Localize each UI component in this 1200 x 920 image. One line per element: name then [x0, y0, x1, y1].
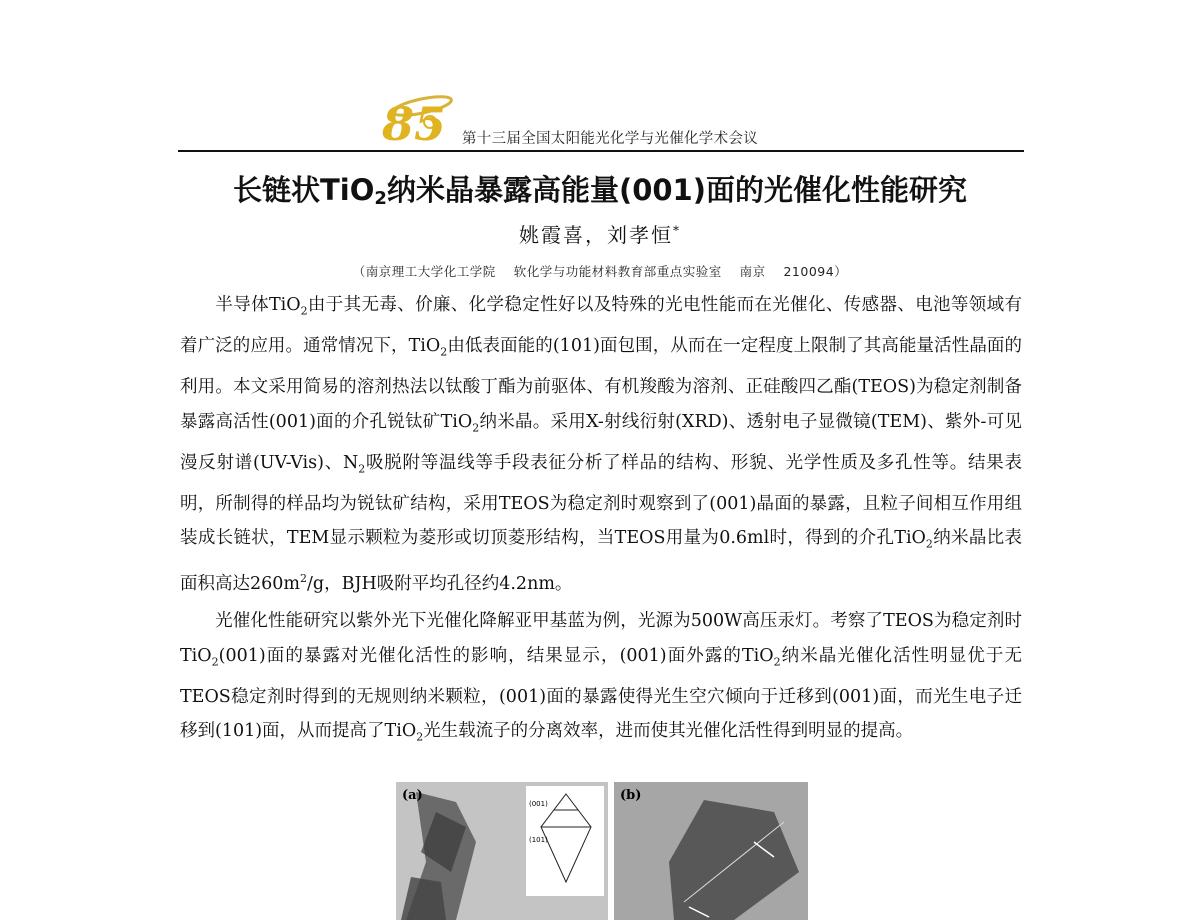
subscript: 2: [773, 655, 781, 668]
paragraph-text: 半导体TiO: [215, 295, 301, 315]
paragraph-text: 光催化性能研究以紫外光下光催化降解亚甲基蓝为例，光源为500W高压汞灯。考察了TEOS为稳定剂时TiO: [180, 611, 1022, 666]
subscript: 2: [416, 730, 424, 744]
paragraph-text: 纳米晶比表面积高达260m: [180, 528, 1022, 594]
authors: 姚霞喜，刘孝恒*: [519, 223, 681, 247]
inset-label-001: (001): [529, 800, 548, 808]
logo-text: 85: [382, 97, 447, 144]
paragraph-text: 由于其无毒、价廉、化学稳定性好以及特殊的光电性能而在光催化、传感器、电池等领域有着广泛的应用。通常情况下，TiO: [180, 295, 1022, 356]
figure-b-graphic: [614, 782, 808, 920]
figure-b-hrtem-image: [614, 782, 808, 920]
paragraph-text: /g，BJH吸附平均孔径约4.2nm。: [307, 573, 573, 594]
figure-a-graphic: [396, 782, 608, 920]
figure-b-label: (b): [620, 788, 642, 803]
paper-title: 长链状TiO$_2$纳米晶暴露高能量(001)面的光催化性能研究: [233, 173, 967, 209]
header-rule: [178, 150, 1024, 152]
subscript: 2: [211, 655, 219, 668]
paragraph-text: 吸脱附等温线等手段表征分析了样品的结构、形貌、光学性质及多孔性等。结果表明，所制得的样品均为锐钛矿结构，采用TEOS为稳定剂时观察到了(001)晶面的暴露，且粒子间相互作用组装成长链状，TEM显示颗粒为菱形或切顶菱形结构，当TEOS用量为0.6ml时，得到的介孔TiO: [180, 452, 1023, 548]
conference-logo: [378, 88, 458, 144]
figure-a-tem-image: [396, 782, 608, 920]
paragraph-2: [180, 604, 1022, 755]
superscript: 2: [300, 572, 307, 585]
subscript: 2: [472, 421, 480, 434]
paragraph-text: 光生载流子的分离效率，进而使其光催化活性得到明显的提高。: [423, 721, 914, 741]
paragraph-text: 纳米晶。采用X-射线衍射(XRD)、透射电子显微镜(TEM)、紫外-可见漫反射谱(UV-Vis)、N: [180, 411, 1022, 473]
paragraph-1: [180, 288, 1022, 601]
paragraph-text: (001)面的暴露对光催化活性的影响，结果显示，(001)面外露的TiO: [218, 645, 774, 666]
inset-label-101: (101): [529, 836, 548, 844]
paragraph-text: 由低表面能的(101)面包围，从而在一定程度上限制了其高能量活性晶面的利用。本文采用简易的溶剂热法以钛酸丁酯为前驱体、有机羧酸为溶剂、正硅酸四乙酯(TEOS)为稳定剂制备暴露高活性(001)面的介孔锐钛矿TiO: [180, 336, 1022, 432]
figure-a-label: (a): [402, 788, 423, 803]
conference-name: 第十三届全国太阳能光化学与光催化学术会议: [462, 131, 758, 147]
affiliation: （南京理工大学化工学院 软化学与功能材料教育部重点实验室 南京 210094）: [352, 264, 848, 279]
subscript: 2: [300, 304, 308, 318]
subscript: 2: [925, 537, 933, 551]
subscript: 2: [358, 462, 366, 475]
subscript: 2: [440, 345, 448, 359]
paragraph-text: 纳米晶光催化活性明显优于无TEOS稳定剂时得到的无规则纳米颗粒，(001)面的暴露使得光生空穴倾向于迁移到(001)面，而光生电子迁移到(101)面，从而提高了TiO: [180, 645, 1022, 741]
